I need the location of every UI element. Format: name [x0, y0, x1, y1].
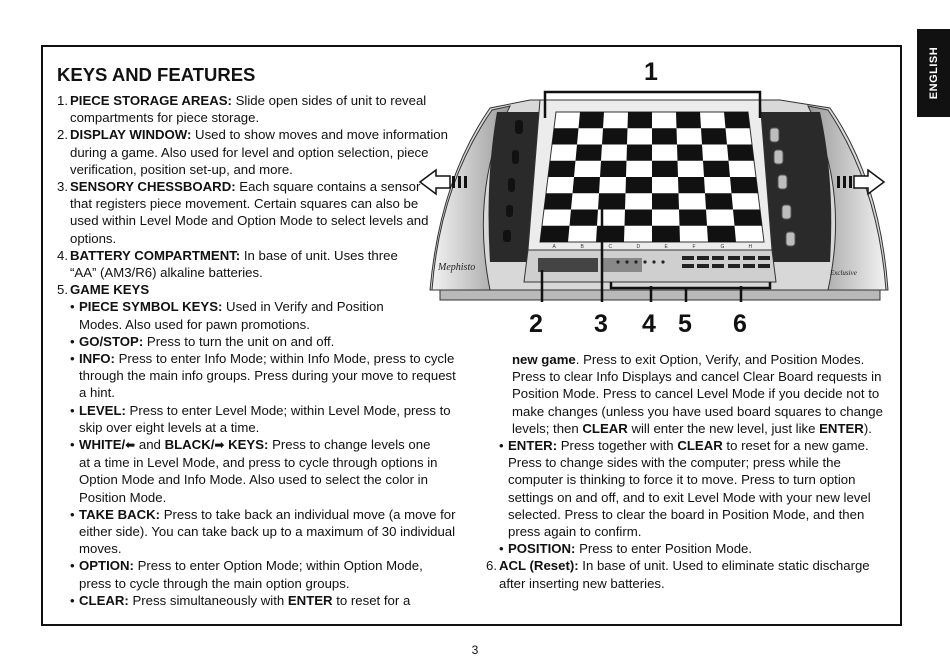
key-text: Press to enter Info Mode; within Info Mode, press to cycle through the main info groups. Press during your move to request a hint.	[79, 351, 456, 401]
key-item: • CLEAR: Press simultaneously with ENTER to reset for a	[70, 592, 411, 608]
key-label: POSITION:	[508, 541, 576, 557]
file-letter: D	[636, 244, 641, 250]
key-label: WHITE/	[79, 437, 126, 453]
item-label: ACL (Reset):	[499, 558, 579, 574]
item-number: 5.	[57, 282, 68, 298]
key-label: PIECE SYMBOL KEYS:	[79, 299, 223, 315]
item-number: 4.	[57, 247, 68, 263]
key-text: will enter the new level, just like	[627, 420, 820, 436]
callout-1: 1	[644, 58, 658, 86]
board-square	[540, 226, 570, 242]
board-square	[727, 145, 754, 161]
key-text: and	[135, 437, 165, 453]
page-number: 3	[471, 643, 479, 657]
list-item	[57, 126, 457, 178]
file-letter: G	[720, 244, 725, 250]
list-item	[57, 178, 440, 247]
board-square	[652, 161, 678, 177]
board-square	[627, 145, 653, 161]
callout-5: 5	[678, 310, 692, 338]
key-text: Used in Verify and Position Modes. Also used for pawn promotions.	[79, 299, 384, 332]
key-text: Press to enter Option Mode; within Option Mode, press to cycle through the main option groups.	[79, 558, 423, 591]
board-square	[730, 177, 758, 193]
list-item	[57, 281, 457, 298]
item-label: BATTERY COMPARTMENT:	[70, 247, 241, 263]
key-label: OPTION:	[79, 558, 134, 574]
key-label: ENTER	[819, 420, 864, 436]
board-square	[579, 112, 605, 128]
callout-6: 6	[733, 310, 747, 338]
board-square	[707, 226, 736, 242]
board-square	[596, 226, 625, 242]
key-label: new game	[512, 352, 576, 367]
board-square	[652, 226, 680, 242]
right-column	[486, 351, 896, 592]
language-label: ENGLISH	[927, 46, 940, 100]
board-square	[625, 210, 653, 226]
key-text: Press to change levels one at a time in Level Mode, and press to cycle through options in Option Mode and Info Mode. Also used to select the color in Position Mode.	[79, 437, 438, 505]
item-number: 2.	[57, 127, 68, 143]
key-continuation	[486, 351, 887, 437]
callout-2: 2	[529, 310, 543, 338]
key-text: . Press to exit Option, Verify, and Position Modes. Press to clear Info Displays and cancel Clear Board requests in Position Mode. Press to cancel Level Mode if you decide not to make changes (unless you have used board squares to change levels; then	[512, 352, 883, 436]
item-label: GAME KEYS	[70, 282, 150, 298]
file-letter: B	[580, 244, 584, 250]
chess-computer-illustration	[415, 85, 890, 340]
key-item: • PIECE SYMBOL KEYS: Used in Verify and Position Modes. Also used for pawn promotions.	[70, 299, 384, 332]
board-square	[652, 193, 679, 209]
board-square	[573, 177, 601, 193]
key-item: • LEVEL: Press to enter Level Mode; within Level Mode, press to skip over eight levels at a time.	[70, 402, 451, 435]
board-square	[548, 161, 576, 177]
board-square	[679, 210, 707, 226]
left-arrow-icon: ⬅	[125, 438, 136, 453]
board-square	[676, 112, 701, 128]
sensory-chessboard	[540, 112, 764, 242]
key-text: to reset for a new game. Press to change sides with the computer; press while the computer is thinking to force it to move. Press to turn option settings on and off, and to exit Level Mode with your new level selected. Press to clear the board in Position Mode, and then press again to confirm.	[508, 438, 871, 540]
key-item: • ENTER: Press together with CLEAR to reset for a new game. Press to change sides with the computer; press while the computer is thinking to force it to move. Press to turn option settings on and off, and to exit Level Mode with your new level selected. Press to clear the board in Position Mode, and then press again to confirm.	[499, 438, 871, 540]
board-square	[626, 177, 653, 193]
key-text: Press to take back an individual move (a move for either side). You can take back up to a maximum of 30 individual moves.	[79, 506, 456, 557]
item-text: Used to show moves and move information during a game. Also used for level and option selection, piece verification, position set-up, and more.	[70, 127, 448, 177]
board-square	[602, 128, 628, 144]
item-number: 6.	[486, 558, 497, 574]
key-text: Press simultaneously with	[128, 592, 288, 608]
key-label: CLEAR:	[79, 592, 129, 608]
key-text: Press together with	[557, 438, 678, 454]
list-item	[57, 247, 400, 281]
file-letter: E	[664, 244, 668, 250]
list-item	[57, 92, 457, 126]
key-item: • WHITE/⬅ and BLACK/➡ KEYS: Press to change levels one at a time in Level Mode, and press to cycle through options in Option Mode and Info Mode. Also used to select the color in Position Mode.	[70, 437, 438, 505]
key-text: Press to turn the unit on and off.	[143, 333, 335, 349]
key-text: Press to enter Position Mode.	[575, 541, 753, 557]
key-item: • TAKE BACK: Press to take back an individual move (a move for either side). You can take back up to a maximum of 30 individual moves.	[70, 506, 456, 557]
key-label: CLEAR	[582, 420, 628, 436]
key-text: to reset for a	[332, 592, 411, 608]
key-label: ENTER:	[508, 438, 558, 454]
item-label: PIECE STORAGE AREAS:	[70, 93, 232, 108]
key-text: ).	[863, 420, 872, 436]
file-letter: A	[552, 244, 556, 250]
file-letter: C	[608, 244, 613, 250]
brand-logo-right: Exclusive	[830, 269, 857, 277]
board-square	[703, 161, 730, 177]
key-label: GO/STOP:	[79, 333, 144, 349]
brand-logo-left: Mephisto	[438, 262, 476, 273]
callout-4: 4	[642, 310, 656, 338]
list-item	[486, 557, 896, 591]
key-item: • OPTION: Press to enter Option Mode; within Option Mode, press to cycle through the main option groups.	[70, 558, 423, 591]
key-label: INFO:	[79, 351, 115, 367]
file-letter: F	[692, 244, 696, 250]
board-square	[652, 128, 677, 144]
key-text: Press to enter Level Mode; within Level Mode, press to skip over eight levels at a time.	[79, 402, 451, 435]
key-label: ENTER	[287, 592, 333, 608]
board-square	[677, 145, 703, 161]
callout-3: 3	[594, 310, 608, 338]
item-number: 1.	[57, 93, 68, 108]
key-item: • POSITION: Press to enter Position Mode.	[499, 541, 753, 557]
display-window	[538, 258, 598, 272]
key-label: LEVEL:	[79, 402, 126, 418]
board-square	[678, 177, 705, 193]
item-label: SENSORY CHESSBOARD:	[70, 179, 236, 195]
item-label: DISPLAY WINDOW:	[70, 127, 192, 143]
board-square	[733, 210, 762, 226]
item-text: In base of unit. Used to eliminate static discharge after inserting new batteries.	[499, 558, 870, 591]
language-tab	[917, 29, 950, 117]
key-item: • GO/STOP: Press to turn the unit on and off.	[70, 333, 335, 349]
page-title: KEYS AND FEATURES	[57, 64, 256, 85]
item-text: Each square contains a sensor that registers piece movement. Certain squares can also be used within Level Mode and Option Mode to select levels and options.	[70, 179, 429, 246]
board-square	[628, 112, 653, 128]
board-square	[576, 145, 603, 161]
item-text: Slide open sides of unit to reveal compartments for piece storage.	[70, 93, 427, 126]
right-arrow-icon: ➡	[214, 438, 225, 453]
key-label: BLACK/	[164, 437, 215, 453]
item-number: 3.	[57, 179, 68, 195]
board-square	[724, 112, 750, 128]
left-column	[57, 92, 457, 609]
board-square	[544, 193, 573, 209]
board-square	[705, 193, 733, 209]
key-label: TAKE BACK:	[79, 506, 161, 522]
item-text: In base of unit. Uses three “AA” (AM3/R6) alkaline batteries.	[70, 247, 398, 281]
board-square	[552, 128, 579, 144]
key-item: • INFO: Press to enter Info Mode; within Info Mode, press to cycle through the main info groups. Press during your move to request a hint.	[70, 351, 456, 401]
board-square	[600, 161, 627, 177]
key-label: KEYS:	[224, 437, 269, 453]
board-square	[570, 210, 599, 226]
board-square	[598, 193, 626, 209]
board-square	[701, 128, 727, 144]
key-label: CLEAR	[677, 438, 723, 454]
file-letter: H	[748, 244, 753, 250]
